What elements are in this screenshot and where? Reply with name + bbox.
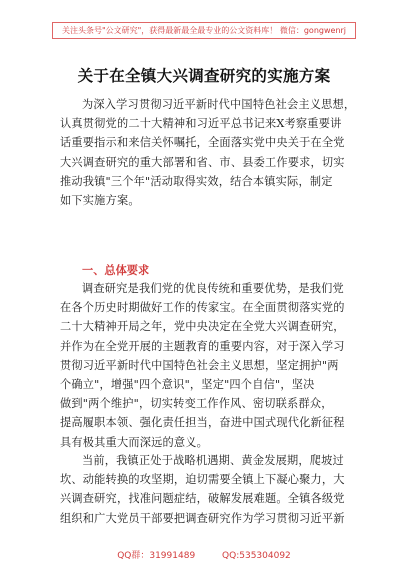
footer-qq: QQ:535304092 <box>222 551 291 561</box>
text-line: 当前，我镇正处于战略机遇期、黄金发展期，爬坡过 <box>82 454 344 467</box>
text-line: 推动我镇"三个年"活动取得实效，结合本镇实际，制定 <box>60 174 333 188</box>
text-line: 认真贯彻党的二十大精神和习近平总书记来X考察重要讲 <box>60 117 342 131</box>
text-line: 并作为在全党开展的主题教育的重要内容，对于深入学习 <box>60 339 345 353</box>
text-line: 兴调查研究，找准问题症结，破解发展难题。全镇各级党 <box>60 492 345 506</box>
text-line: 组织和广大党员干部要把调查研究作为学习贯彻习近平新 <box>60 511 345 525</box>
footer <box>0 548 408 561</box>
document-title: 关于在全镇大兴调查研究的实施方案 <box>77 66 331 85</box>
text-line: 为深入学习贯彻习近平新时代中国特色社会主义思想， <box>82 98 356 111</box>
footer-qq-group: QQ群：31991489 <box>117 551 196 561</box>
section2-paragraph <box>60 451 358 528</box>
text-line: 个确立"，增强"四个意识"，坚定"四个自信"，坚决 <box>60 378 315 392</box>
text-line: 如下实施方案。 <box>60 194 140 208</box>
section-heading: 一、总体要求 <box>82 264 150 277</box>
text-line: 做到"两个维护"，切实转变工作作风、密切联系群众， <box>60 397 333 411</box>
text-line: 二十大精神开局之年，党中央决定在全党大兴调查研究， <box>60 320 345 334</box>
text-line: 坎、动能转换的攻坚期，迫切需要全镇上下凝心聚力，大 <box>60 473 345 487</box>
text-line: 贯彻习近平新时代中国特色社会主义思想，坚定拥护"两 <box>60 358 339 372</box>
text-line: 提高履职本领、强化责任担当，奋进中国式现代化新征程 <box>60 416 345 430</box>
text-line: 在各个历史时期做好工作的传家宝。在全面贯彻落实党的 <box>60 301 345 315</box>
section1-paragraph <box>60 279 358 452</box>
header-banner: 关注头条号"公文研究"，获得最新最全最专业的公文资料库！ 微信：gongwenrj <box>52 22 356 39</box>
text-line: 话重要指示和来信关怀嘱托，全面落实党中央关于在全党 <box>60 136 345 150</box>
text-line: 调查研究是我们党的优良传统和重要优势，是我们党 <box>82 282 344 295</box>
intro-paragraph <box>60 95 358 210</box>
text-line: 大兴调查研究的重大部署和省、市、县委工作要求，切实 <box>60 155 345 169</box>
text-line: 具有极其重大而深远的意义。 <box>60 435 209 449</box>
